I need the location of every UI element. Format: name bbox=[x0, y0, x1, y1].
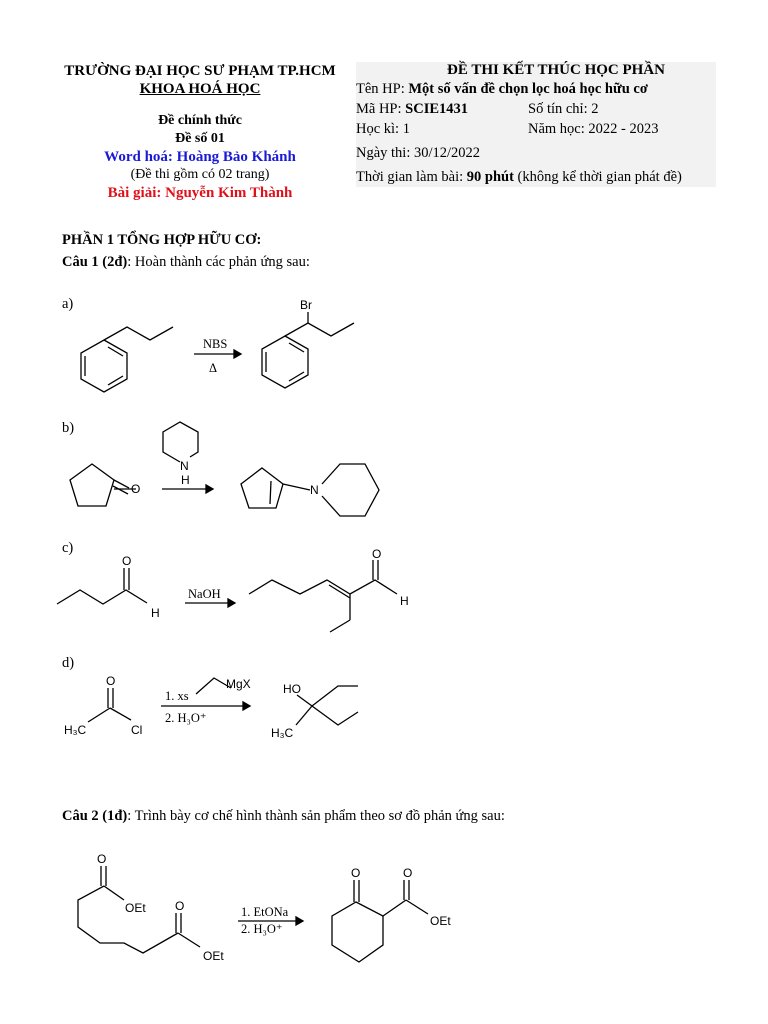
cyclopentanone-structure bbox=[70, 464, 140, 506]
enamine-structure bbox=[241, 464, 379, 516]
enal-structure bbox=[249, 547, 409, 632]
reaction-d bbox=[64, 674, 358, 740]
word-by: Word hoá: Hoàng Bảo Khánh bbox=[104, 149, 296, 165]
reaction-c-arrowhead bbox=[228, 599, 235, 607]
acetyl-chloride-structure bbox=[64, 674, 142, 737]
product-h3c-label: H₃C bbox=[271, 726, 294, 740]
diester-o1: O bbox=[97, 852, 107, 866]
product-atom-h: H bbox=[400, 594, 409, 608]
exam-code: Đề số 01 bbox=[175, 131, 225, 146]
question2 bbox=[62, 808, 505, 825]
diester-structure bbox=[78, 852, 224, 963]
reaction-d-label: d) bbox=[62, 655, 75, 671]
step2-acid: 2. H₃O⁺ bbox=[165, 711, 207, 725]
atom-o: O bbox=[122, 554, 132, 568]
course-label: Tên HP: bbox=[356, 81, 409, 97]
academic-year: Năm học: 2022 - 2023 bbox=[528, 121, 659, 137]
reaction-c bbox=[57, 547, 409, 632]
reaction-b-label: b) bbox=[62, 420, 75, 436]
reaction-b-arrowhead bbox=[206, 485, 213, 493]
beta-ketoester-structure bbox=[332, 866, 451, 962]
exam-title: ĐỀ THI KẾT THÚC HỌC PHẦN bbox=[447, 62, 665, 78]
diester-o2: O bbox=[175, 899, 185, 913]
bromopropylbenzene-structure bbox=[262, 298, 354, 388]
question1-text: : Hoàn thành các phản ứng sau: bbox=[127, 254, 310, 270]
question2-text: : Trình bày cơ chế hình thành sản phẩm theo sơ đồ phản ứng sau: bbox=[127, 808, 505, 824]
university-name: TRƯỜNG ĐẠI HỌC SƯ PHẠM TP.HCM bbox=[64, 63, 336, 79]
h3c-label: H₃C bbox=[64, 723, 87, 737]
ho-label: HO bbox=[283, 682, 301, 696]
solution-by: Bài giải: Nguyễn Kim Thành bbox=[107, 185, 293, 201]
atom-h: H bbox=[181, 473, 190, 487]
product-atom-o: O bbox=[372, 547, 382, 561]
reaction-b bbox=[70, 422, 379, 516]
atom-n: N bbox=[180, 459, 189, 473]
reaction-a bbox=[81, 298, 354, 392]
tertiary-alcohol-structure bbox=[271, 682, 358, 740]
grignard-mgx: MgX bbox=[226, 677, 251, 691]
time-note: (không kể thời gian phát đề) bbox=[513, 169, 682, 185]
reaction-d-arrowhead bbox=[243, 702, 250, 710]
product-o2: O bbox=[403, 866, 413, 880]
reaction-q2-arrowhead bbox=[296, 917, 303, 925]
product-o1: O bbox=[351, 866, 361, 880]
reaction-c-label: c) bbox=[62, 540, 74, 556]
course-code: SCIE1431 bbox=[405, 101, 469, 117]
step1-excess: 1. xs bbox=[165, 689, 189, 703]
atom-o: O bbox=[106, 674, 116, 688]
semester: Học kì: 1 bbox=[356, 121, 410, 137]
butanal-structure bbox=[57, 554, 160, 620]
product-atom-n: N bbox=[310, 483, 319, 497]
course-name: Một số vấn đề chọn lọc hoá học hữu cơ bbox=[408, 81, 648, 97]
product-oet: OEt bbox=[430, 914, 451, 928]
atom-h: H bbox=[151, 606, 160, 620]
atom-br: Br bbox=[300, 298, 312, 312]
step1-etona: 1. EtONa bbox=[241, 905, 289, 919]
faculty-name: KHOA HOÁ HỌC bbox=[139, 81, 261, 97]
diester-oet1: OEt bbox=[125, 901, 146, 915]
atom-o: O bbox=[131, 482, 141, 496]
step2-acid-q2: 2. H₃O⁺ bbox=[241, 922, 283, 936]
reaction-a-label: a) bbox=[62, 296, 74, 312]
time-value: 90 phút bbox=[466, 169, 514, 185]
credits: Số tín chỉ: 2 bbox=[528, 101, 599, 117]
reaction-q2 bbox=[78, 852, 451, 963]
reagent-naoh: NaOH bbox=[188, 587, 221, 601]
propylbenzene-structure bbox=[81, 327, 173, 392]
piperidine-reagent bbox=[163, 422, 198, 487]
reaction-a-arrowhead bbox=[234, 350, 241, 358]
time-label: Thời gian làm bài: bbox=[356, 169, 467, 185]
pages-note: (Đề thi gồm có 02 trang) bbox=[130, 167, 270, 182]
reagent-nbs: NBS bbox=[203, 337, 228, 351]
cl-label: Cl bbox=[131, 723, 143, 737]
part1-title: PHẦN 1 TỔNG HỢP HỮU CƠ: bbox=[62, 232, 262, 248]
code-label: Mã HP: bbox=[356, 101, 406, 117]
question1-label: Câu 1 (2đ) bbox=[62, 254, 128, 270]
condition-heat: Δ bbox=[209, 361, 218, 375]
exam-date: Ngày thi: 30/12/2022 bbox=[356, 145, 481, 161]
diester-oet2: OEt bbox=[203, 949, 224, 963]
question2-label: Câu 2 (1đ) bbox=[62, 808, 128, 824]
official-exam-label: Đề chính thức bbox=[158, 113, 242, 128]
